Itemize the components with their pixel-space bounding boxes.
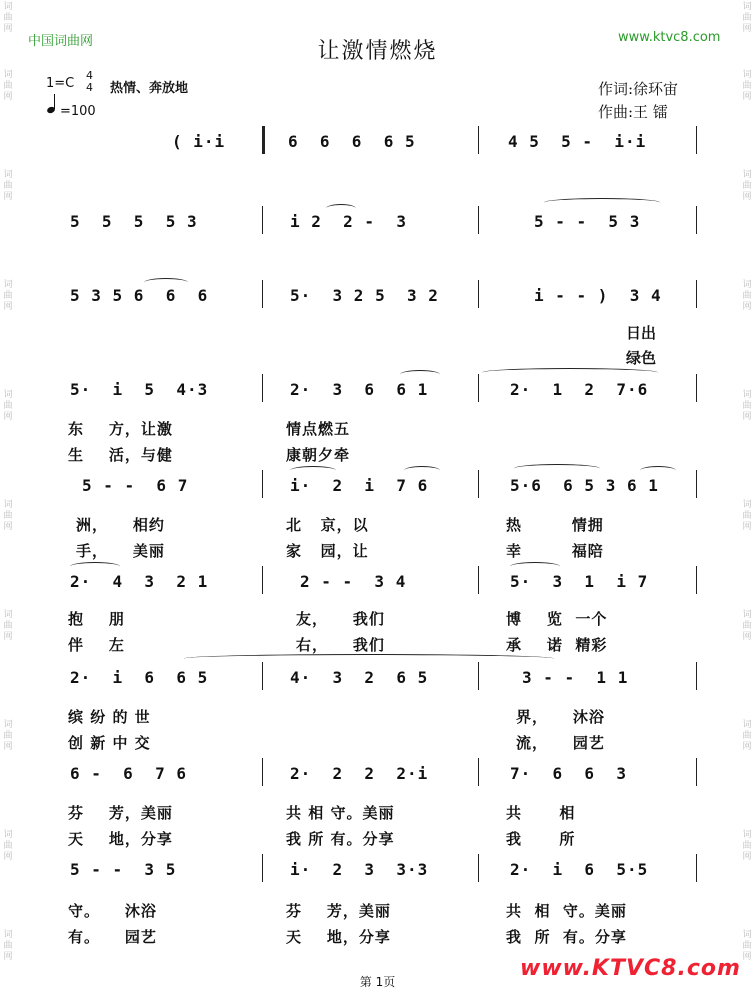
site-url-right[interactable]: www.ktvc8.com: [618, 30, 721, 45]
barline: [696, 206, 697, 234]
measure: 3 - - 1 1: [522, 668, 629, 687]
measure: 2· 2 2 2·i: [290, 764, 429, 783]
quarter-note-head-icon: [46, 106, 56, 114]
measure: 5· i 5 4·3: [70, 380, 209, 399]
lyric-line-7-verse1: [0, 706, 755, 726]
lyric-text: 手， 美丽: [76, 542, 165, 560]
barline: [478, 206, 479, 234]
measure: 5 - - 3 5: [70, 860, 177, 879]
lyricist: 作词:徐环宙: [598, 80, 679, 98]
watermark: 词 曲 网: [742, 280, 752, 312]
barline: [696, 374, 697, 402]
score-line-1: [0, 132, 755, 162]
barline: [478, 126, 479, 154]
barline: [696, 758, 697, 786]
lyric-text: 抱 朋: [68, 610, 125, 628]
barline: [478, 470, 479, 498]
measure: i· 2 3 3·3: [290, 860, 429, 879]
lyric-text: 天 地，分享: [286, 928, 391, 946]
site-name-left: 中国词曲网: [28, 34, 94, 49]
lyric-line-5-verse2: [0, 540, 755, 560]
lyric-line-6-verse2: [0, 634, 755, 654]
lyric-text: 博 览 一个: [506, 610, 608, 628]
lyric-line-9-verse2: [0, 926, 755, 946]
watermark: 词 曲 网: [742, 70, 752, 102]
song-title: 让激情燃烧: [317, 39, 438, 64]
measure: 5·6 6 5 3 6 1: [510, 476, 659, 495]
lyric-text: 界， 沐浴: [516, 708, 605, 726]
lyric-text: 幸 福陪: [506, 542, 604, 560]
watermark: 词 曲 网: [3, 830, 13, 862]
barline: [478, 758, 479, 786]
lyric-line-8-verse1: [0, 802, 755, 822]
measure: 5· 3 2 5 3 2: [290, 286, 439, 305]
barline: [696, 566, 697, 594]
score-line-2: [0, 212, 755, 242]
time-bottom: 4: [86, 81, 93, 94]
lyric-text: 家 园，让: [286, 542, 369, 560]
barline: [696, 854, 697, 882]
mood-marking: 热情、奔放地: [110, 81, 189, 96]
measure: 2 - - 3 4: [300, 572, 407, 591]
lyric-line-4-verse2: [0, 444, 755, 464]
lyric-text: 共 相: [506, 804, 576, 822]
barline: [478, 374, 479, 402]
barline: [478, 854, 479, 882]
measure: 7· 6 6 3: [510, 764, 627, 783]
measure: 5 5 5 5 3: [70, 212, 198, 231]
measure: 2· 1 2 7·6: [510, 380, 649, 399]
barline: [696, 280, 697, 308]
lyric-text: 芬 芳，美丽: [286, 902, 391, 920]
watermark: 词 曲 网: [3, 170, 13, 202]
lyric-text: 天 地，分享: [68, 830, 173, 848]
measure: 5· 3 1 i 7: [510, 572, 649, 591]
barline: [478, 566, 479, 594]
score-line-3: [0, 286, 755, 316]
lyric-text: 生 活，与健: [68, 446, 173, 464]
barline: [262, 854, 263, 882]
barline: [696, 662, 697, 690]
lyric-line-4-verse1: [0, 418, 755, 438]
lyric-text: 守。 沐浴: [68, 902, 157, 920]
lyric-text: 创 新 中 交: [68, 734, 151, 752]
watermark: 词 曲 网: [3, 500, 13, 532]
lyric-text: 东 方，让激: [68, 420, 173, 438]
slur: [544, 198, 660, 207]
barline: [478, 280, 479, 308]
barline: [262, 566, 263, 594]
time-signature: [86, 70, 93, 94]
barline: [262, 470, 263, 498]
measure: 5 - - 6 7: [82, 476, 189, 495]
lyric-line-5-verse1: [0, 514, 755, 534]
measure: 5 3 5 6 6 6: [70, 286, 209, 305]
slur: [290, 466, 336, 475]
measure: i· 2 i 7 6: [290, 476, 429, 495]
watermark: 词 曲 网: [742, 2, 752, 34]
lyric-line-7-verse2: [0, 732, 755, 752]
score-line-7: [0, 668, 755, 698]
lyric-text: 伴 左: [68, 636, 125, 654]
watermark: 词 曲 网: [3, 2, 13, 34]
measure: 4 5 5 - i·i: [508, 132, 647, 151]
lyric-text: 我 所 有。分享: [286, 830, 395, 848]
barline: [262, 280, 263, 308]
lyric-text: 流， 园艺: [516, 734, 605, 752]
measure: ( i·i: [172, 132, 226, 151]
lyric-line-6-verse1: [0, 608, 755, 628]
lyric-text: 我 所 有。分享: [506, 928, 627, 946]
time-top: 4: [86, 69, 93, 82]
lyric-text: 共 相 守。美丽: [506, 902, 627, 920]
lyric-text: 热 情拥: [506, 516, 604, 534]
slur: [70, 562, 120, 571]
lyric-pickup-verse2: 绿色: [626, 349, 657, 367]
measure: 2· 3 6 6 1: [290, 380, 429, 399]
measure: 4· 3 2 6 5: [290, 668, 429, 687]
slur: [640, 466, 676, 475]
lyric-text: 我 所: [506, 830, 576, 848]
lyric-text: 康朝夕牵: [286, 446, 351, 464]
slur: [514, 464, 600, 473]
barline: [262, 206, 263, 234]
measure: 2· 4 3 2 1: [70, 572, 209, 591]
score-line-4: [0, 380, 755, 410]
barline: [262, 662, 263, 690]
page-number: 第 1页: [359, 975, 396, 989]
watermark: 词 曲 网: [3, 70, 13, 102]
watermark: 词 曲 网: [742, 390, 752, 422]
watermark: 词 曲 网: [3, 720, 13, 752]
slur: [184, 654, 554, 663]
score-line-8: [0, 764, 755, 794]
watermark: 词 曲 网: [742, 930, 752, 962]
lyric-text: 情点燃五: [286, 420, 351, 438]
watermark: 词 曲 网: [742, 610, 752, 642]
score-line-9: [0, 860, 755, 890]
lyric-text: 有。 园艺: [68, 928, 157, 946]
slur: [482, 368, 658, 377]
slur: [404, 466, 440, 475]
watermark: 词 曲 网: [3, 610, 13, 642]
measure: i 2 2 - 3: [290, 212, 407, 231]
watermark: 词 曲 网: [742, 830, 752, 862]
measure: 2· i 6 6 5: [70, 668, 209, 687]
watermark: 词 曲 网: [3, 930, 13, 962]
lyric-text: 芬 芳，美丽: [68, 804, 173, 822]
lyric-text: 洲， 相约: [76, 516, 165, 534]
lyric-pickup-verse1: 日出: [626, 324, 657, 342]
score-line-6: [0, 572, 755, 602]
barline: [696, 126, 697, 154]
slur: [510, 562, 560, 571]
slur: [144, 278, 188, 287]
lyric-text: 友， 我们: [296, 610, 385, 628]
measure: i - - ) 3 4: [534, 286, 662, 305]
tempo-marking: =100: [60, 104, 96, 119]
slur: [326, 204, 356, 213]
watermark: 词 曲 网: [3, 280, 13, 312]
measure: 6 - 6 7 6: [70, 764, 187, 783]
barline: [262, 374, 263, 402]
site-logo[interactable]: www.KTVC8.com: [520, 956, 741, 981]
measure: 6 6 6 6 5: [288, 132, 416, 151]
lyric-text: 北 京，以: [286, 516, 369, 534]
lyric-text: 共 相 守。美丽: [286, 804, 395, 822]
lyric-text: 右， 我们: [296, 636, 385, 654]
barline: [262, 758, 263, 786]
score-line-5: [0, 476, 755, 506]
slur: [400, 370, 440, 379]
measure: 5 - - 5 3: [534, 212, 641, 231]
measure: 2· i 6 5·5: [510, 860, 649, 879]
lyric-text: 缤 纷 的 世: [68, 708, 151, 726]
watermark: 词 曲 网: [742, 170, 752, 202]
lyric-text: 承 诺 精彩: [506, 636, 608, 654]
repeat-barline: [262, 126, 265, 154]
barline: [696, 470, 697, 498]
composer: 作曲:王 镭: [598, 103, 668, 121]
watermark: 词 曲 网: [742, 720, 752, 752]
barline: [478, 662, 479, 690]
watermark: 词 曲 网: [3, 390, 13, 422]
watermark: 词 曲 网: [742, 500, 752, 532]
lyric-line-8-verse2: [0, 828, 755, 848]
lyric-line-9-verse1: [0, 900, 755, 920]
key-signature: 1=C: [46, 76, 75, 91]
